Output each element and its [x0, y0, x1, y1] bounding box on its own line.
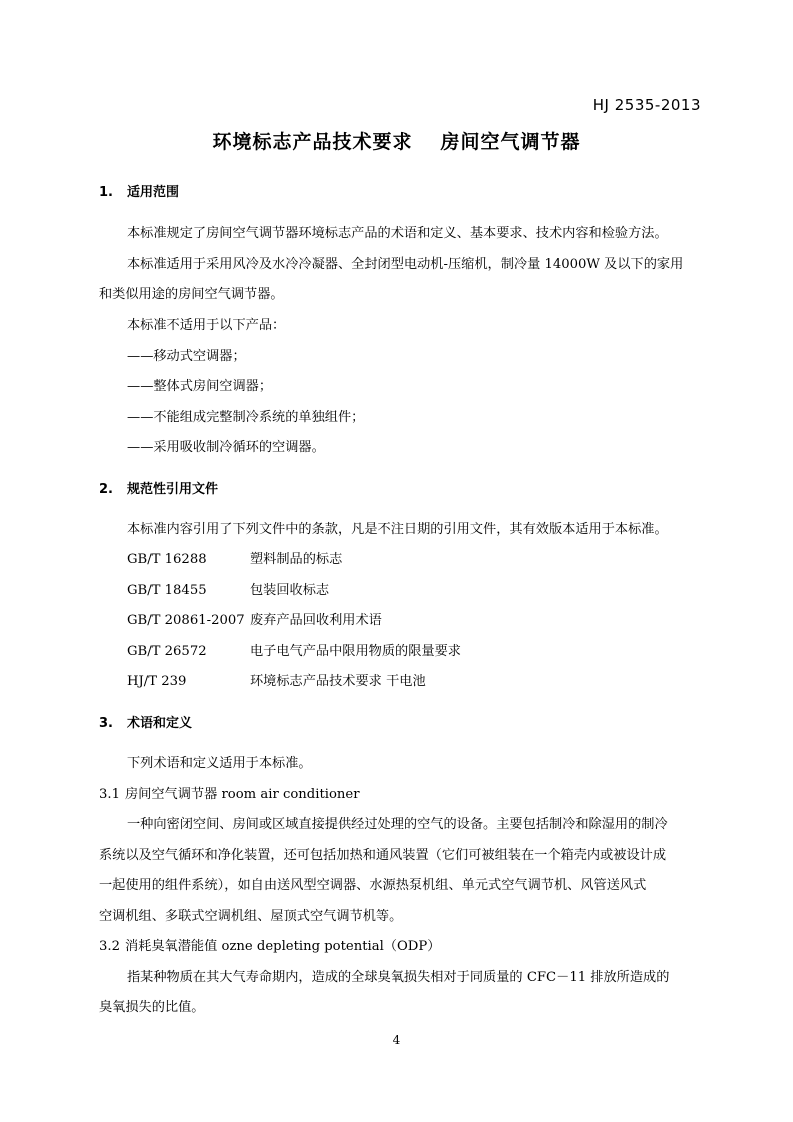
- reference-title: 废弃产品回收利用术语: [250, 613, 382, 628]
- section-2-heading: 2. 规范性引用文件: [99, 482, 219, 497]
- section-1-para-1: 本标准规定了房间空气调节器环境标志产品的术语和定义、基本要求、技术内容和检验方法。: [127, 226, 668, 241]
- title-part2: 房间空气调节器: [440, 131, 581, 153]
- term-3-2-definition-line: 臭氧损失的比值。: [99, 1000, 205, 1015]
- section-1-para-3: 本标准不适用于以下产品：: [127, 318, 286, 333]
- reference-row: [127, 548, 342, 567]
- section-2-para-1: 本标准内容引用了下列文件中的条款，凡是不注日期的引用文件，其有效版本适用于本标准。: [127, 522, 668, 537]
- term-3-1-definition-line: 一起使用的组件系统），如自由送风型空调器、水源热泵机组、单元式空气调节机、风管送风式: [99, 878, 647, 893]
- reference-title: 包装回收标志: [250, 583, 330, 598]
- exclusion-item: ——不能组成完整制冷系统的单独组件；: [127, 410, 365, 425]
- reference-code: GB/T 16288: [127, 552, 207, 567]
- section-3-heading: 3. 术语和定义: [99, 716, 193, 731]
- term-3-1-heading: 3.1 房间空气调节器 room air conditioner: [99, 787, 360, 802]
- reference-title: 塑料制品的标志: [250, 552, 343, 567]
- document-title: [0, 127, 793, 154]
- exclusion-item: ——整体式房间空调器；: [127, 379, 273, 394]
- title-part1: 环境标志产品技术要求: [212, 131, 413, 153]
- term-3-2-heading: 3.2 消耗臭氧潜能值 ozne depleting potential（ODP）: [99, 939, 441, 954]
- reference-title: 环境标志产品技术要求 干电池: [250, 674, 426, 689]
- reference-row: [127, 640, 461, 659]
- reference-title: 电子电气产品中限用物质的限量要求: [250, 644, 461, 659]
- term-3-1-definition-line: 系统以及空气循环和净化装置，还可包括加热和通风装置（它们可被组装在一个箱壳内或被设计成: [99, 848, 667, 863]
- reference-row: [127, 609, 382, 628]
- term-3-1-definition-line: 一种向密闭空间、房间或区域直接提供经过处理的空气的设备。主要包括制冷和除湿用的制冷: [127, 817, 668, 832]
- reference-code: HJ/T 239: [127, 674, 187, 689]
- term-3-1-definition-line: 空调机组、多联式空调机组、屋顶式空气调节机等。: [99, 909, 403, 924]
- page-number: 4: [392, 1033, 401, 1047]
- exclusion-item: ——移动式空调器；: [127, 349, 246, 364]
- reference-code: GB/T 26572: [127, 644, 207, 659]
- section-1-heading: 1. 适用范围: [99, 185, 180, 200]
- reference-code: GB/T 20861-2007: [127, 613, 245, 628]
- section-1-para-2-line-2: 和类似用途的房间空气调节器。: [99, 287, 284, 302]
- reference-code: GB/T 18455: [127, 583, 207, 598]
- reference-row: [127, 670, 426, 689]
- standard-number: HJ 2535-2013: [592, 96, 701, 114]
- term-3-2-definition-line: 指某种物质在其大气寿命期内，造成的全球臭氧损失相对于同质量的 CFC－11 排放所造成的: [127, 970, 670, 985]
- section-1-para-2-line-1: 本标准适用于采用风冷及水冷冷凝器、全封闭型电动机-压缩机，制冷量 14000W 及以下的家用: [127, 257, 684, 272]
- exclusion-item: ——采用吸收制冷循环的空调器。: [127, 440, 325, 455]
- section-3-intro: 下列术语和定义适用于本标准。: [127, 756, 312, 771]
- reference-row: [127, 579, 329, 598]
